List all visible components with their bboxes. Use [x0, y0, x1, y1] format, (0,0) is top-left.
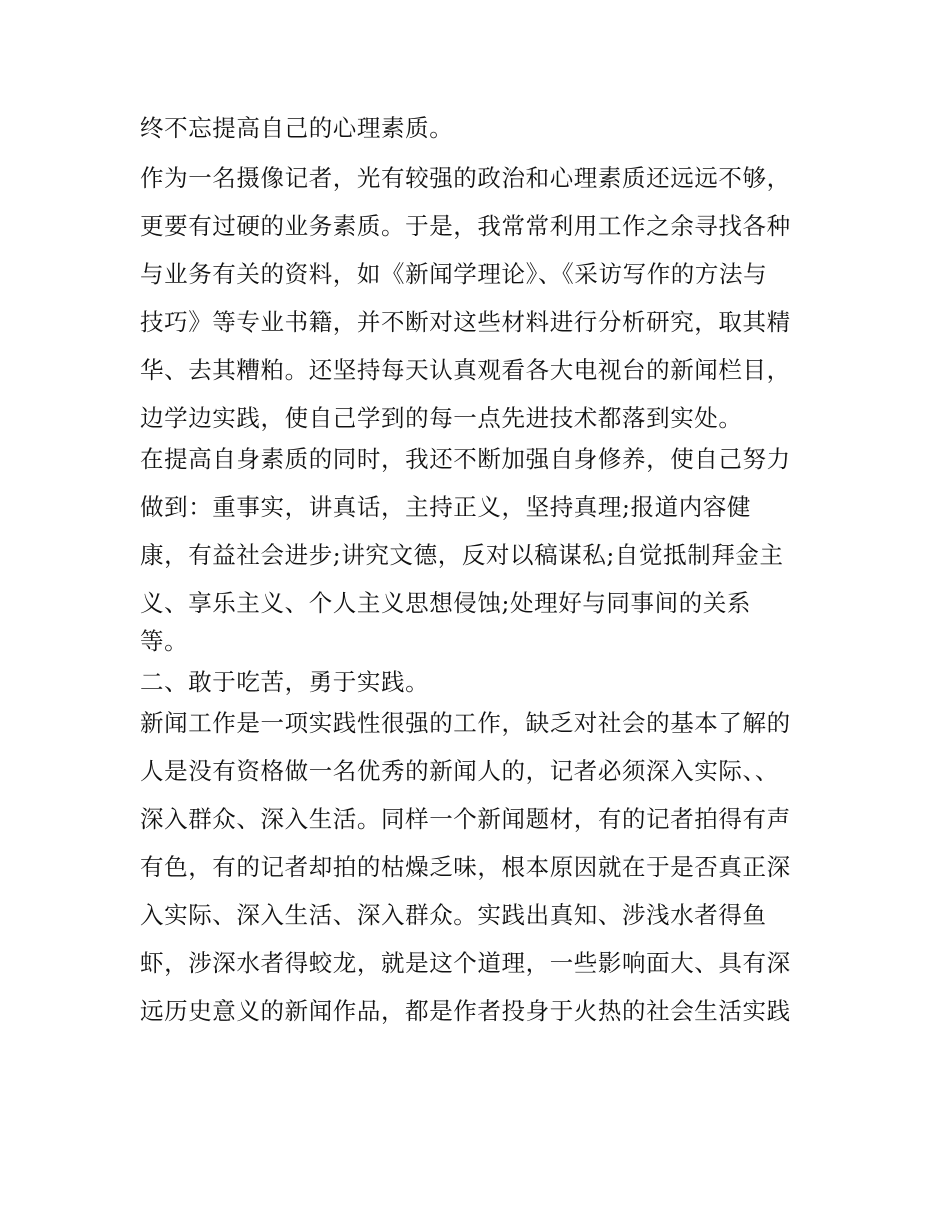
text-line: 华、去其糟粕。还坚持每天认真观看各大电视台的新闻栏目， [140, 356, 791, 384]
text-line: 人是没有资格做一名优秀的新闻人的，记者必须深入实际、、 [140, 757, 779, 785]
text-line: 远历史意义的新闻作品，都是作者投身于火热的社会生活实践 [140, 997, 791, 1025]
text-line: 康，有益社会进步;讲究文德，反对以稿谋私;自觉抵制拜金主 [140, 541, 784, 569]
text-line: 边学边实践，使自己学到的每一点先进技术都落到实处。 [140, 404, 743, 432]
text-line: 作为一名摄像记者，光有较强的政治和心理素质还远远不够， [140, 164, 791, 192]
text-line: 新闻工作是一项实践性很强的工作，缺乏对社会的基本了解的 [140, 709, 791, 737]
text-line: 等。 [140, 627, 189, 655]
text-line: 做到：重事实，讲真话，主持正义，坚持真理;报道内容健 [140, 493, 752, 521]
text-line: 深入群众、深入生活。同样一个新闻题材，有的记者拍得有声 [140, 805, 791, 833]
text-line: 更要有过硬的业务素质。于是，我常常利用工作之余寻找各种 [140, 212, 791, 240]
text-line: 虾，涉深水者得蛟龙，就是这个道理，一些影响面大、具有深 [140, 949, 791, 977]
text-line: 在提高自身素质的同时，我还不断加强自身修养，使自己努力 [140, 445, 791, 473]
text-line: 终不忘提高自己的心理素质。 [140, 114, 454, 142]
text-line: 有色，有的记者却拍的枯燥乏味，根本原因就在于是否真正深 [140, 853, 791, 881]
text-line: 与业务有关的资料，如《新闻学理论》、《采访写作的方法与 [140, 260, 768, 288]
text-line: 义、享乐主义、个人主义思想侵蚀;处理好与同事间的关系 [140, 589, 752, 617]
text-line: 技巧》等专业书籍，并不断对这些材料进行分析研究，取其精 [140, 308, 791, 336]
text-line: 入实际、深入生活、深入群众。实践出真知、涉浅水者得鱼 [140, 901, 767, 929]
section-heading: 二、敢于吃苦，勇于实践。 [140, 668, 430, 696]
document-body [140, 110, 820, 1029]
